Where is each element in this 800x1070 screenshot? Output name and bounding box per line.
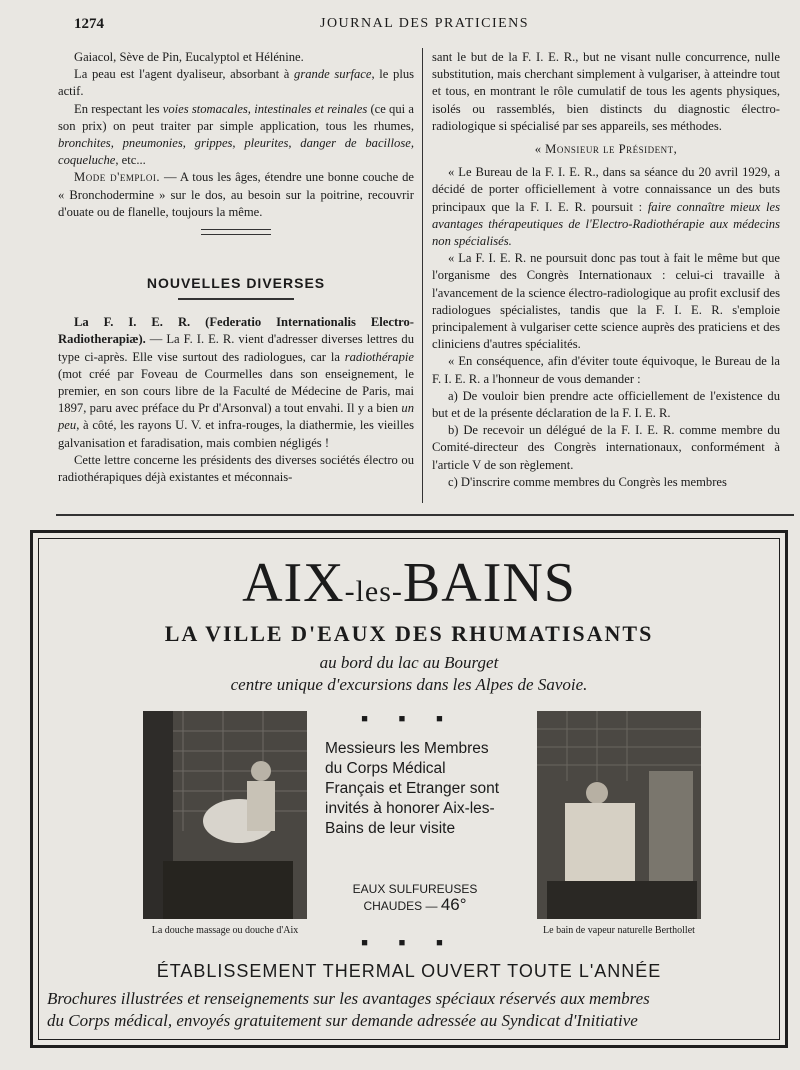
ad-tagline: au bord du lac au Bourget: [319, 653, 499, 672]
ad-tagline: centre unique d'excursions dans les Alpes de Savoie.: [230, 675, 588, 694]
sulfur-waters-label: EAUX SULFUREUSES CHAUDES — 46°: [352, 882, 478, 914]
douche-massage-photo: [143, 711, 307, 919]
paragraph: « Le Bureau de la F. I. E. R., dans sa séance du 20 avril 1929, a décidé de porter officiellement à votre connaissance un des buts principaux que la F. I. E. R. poursuit : faire connaître mieux les avantages thérapeutiques de l'Electro-Radiothérapie aux médecins non spécialisés.: [432, 165, 780, 249]
column-divider: [422, 48, 423, 503]
caption-douche: La douche massage ou douche d'Aix: [151, 925, 299, 936]
brochures-text: Brochures illustrées et renseignements sur les avantages spéciaux réservés aux membres: [47, 989, 650, 1008]
divider: [178, 298, 294, 300]
paragraph: « La F. I. E. R. ne poursuit donc pas tout à fait le même but que l'organisme des Congrès Internationaux : celui-ci travaille à l'avancement de la science électro-radiologique au profit exclusif des radiologues spécialistes, tandis que la F. I. E. R. s'emploie principalement à vulgariser cette science auprès des praticiens et des cliniciens d'autres spécialités.: [432, 251, 780, 352]
decorative-squares: ■ ■ ■: [361, 713, 457, 725]
paragraph: La peau est l'agent dyaliseur, absorbant à grande surface, le plus actif.: [58, 67, 415, 99]
paragraph: Mode d'emploi. — A tous les âges, étendre une bonne couche de « Bronchodermine » sur le dos, au besoin sur la poitrine, recouvrir d'ouate ou de flanelle, toujours la même.: [58, 170, 415, 219]
paragraph: En respectant les voies stomacales, intestinales et reinales (ce qui a son prix) on peut traiter par simple application, tous les rhumes, bronchites, pneumonies, grippes, pleurites, danger de bacillose, coqueluche, etc...: [58, 101, 414, 168]
paragraph: Gaiacol, Sève de Pin, Eucalyptol et Hélénine.: [74, 50, 304, 64]
ad-title: AIX-les-BAINS: [242, 552, 576, 614]
section-title: NOUVELLES DIVERSES: [146, 275, 326, 292]
brochures-text: du Corps médical, envoyés gratuitement sur demande adressée au Syndicat d'Initiative: [47, 1011, 638, 1030]
caption-bain-vapeur: Le bain de vapeur naturelle Berthollet: [543, 925, 695, 936]
page-header: [74, 16, 794, 36]
right-column: [432, 49, 780, 491]
bain-vapeur-photo: [537, 711, 701, 919]
etablissement-thermal: ÉTABLISSEMENT THERMAL OUVERT TOUTE L'ANNÉE: [156, 961, 662, 981]
paragraph: a) De vouloir bien prendre acte officiellement de l'existence du but et de la présente déclaration de la F. I. E. R.: [432, 388, 780, 421]
page-number: 1274: [74, 16, 104, 32]
ad-subtitle: LA VILLE D'EAUX DES RHUMATISANTS: [164, 621, 654, 646]
advertisement: [30, 530, 788, 1048]
invitation-text: Messieurs les Membres du Corps Médical Français et Etranger sont invités à honorer Aix-les-Bains de leur visite: [325, 740, 500, 837]
page-divider: [56, 514, 794, 516]
divider: [201, 229, 271, 235]
paragraph: « En conséquence, afin d'éviter toute équivoque, le Bureau de la F. I. E. R. a l'honneur de vous demander :: [432, 354, 780, 386]
paragraph: sant le but de la F. I. E. R., but ne visant nulle concurrence, nulle substitution, mais cherchant simplement à vulgariser, à atteindre tout et tous, en montrant le rôle cumulatif de tous les agents physiques, isolés ou rassemblés, bien distincts du diagnostic électro-radiologique si spécialisé par ses appareils, ses méthodes.: [432, 50, 780, 133]
salutation: « Monsieur le Président,: [534, 142, 678, 157]
paragraph: Cette lettre concerne les présidents des diverses sociétés électro ou radiothérapiques déjà existantes et méconnais-: [58, 452, 414, 485]
left-column: [58, 49, 414, 486]
journal-title: JOURNAL DES PRATICIENS: [320, 16, 530, 31]
paragraph: La F. I. E. R. (Federatio Internationalis Electro-Radiotherapiæ). — La F. I. E. R. vient d'adresser diverses lettres du type ci-après. Elle vise surtout des radiologues, car la radiothérapie (mot créé par Foveau de Courmelles dans son enseignement, le premier, en son cours libre de la Faculté de Médecine de Paris, mai 1897, paru avec préface du Pr d'Arsonval) a tout envahi. Il y a bien un peu, à côté, les rayons U. V. et infra-rouges, la diathermie, les vieilles galvanisation et faradisation, mais combien négligés !: [58, 315, 414, 450]
mode-emploi-label: Mode d'emploi.: [74, 170, 161, 185]
decorative-squares: ■ ■ ■: [361, 937, 457, 949]
paragraph: b) De recevoir un délégué de la F. I. E. R. comme membre du Comité-directeur des Congrès internationaux, conformément à l'article V de son règlement.: [432, 423, 780, 472]
paragraph: c) D'inscrire comme membres du Congrès les membres: [448, 474, 727, 489]
